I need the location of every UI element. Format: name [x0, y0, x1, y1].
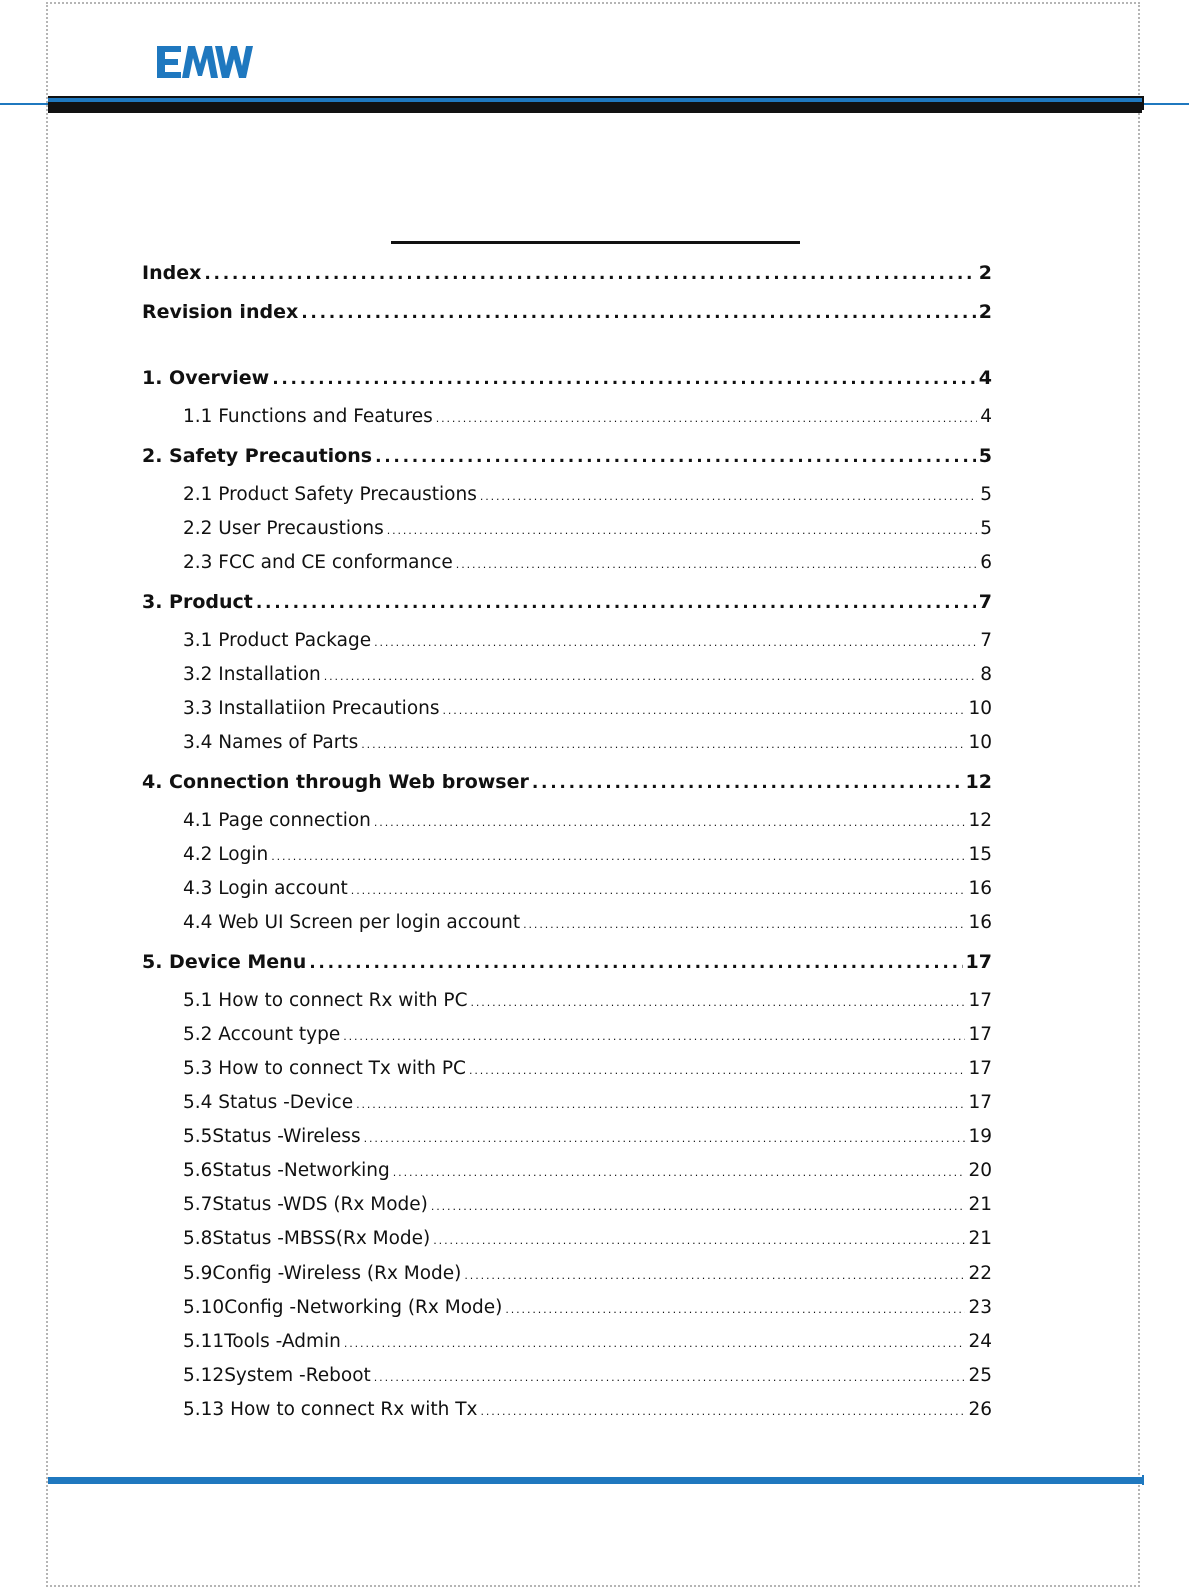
toc-entry-title: 5.4 Status -Device [183, 1092, 354, 1113]
toc-entry-page-number: 24 [968, 1331, 992, 1352]
toc-entry-title: 5.12System -Reboot [183, 1365, 371, 1386]
toc-entry[interactable] [142, 1160, 992, 1181]
toc-entry[interactable] [142, 810, 992, 831]
toc-entry-page-number: 5 [980, 518, 992, 539]
toc-entry[interactable] [142, 367, 992, 389]
toc-entry[interactable] [142, 844, 992, 865]
toc-entry-title: 5.13 How to connect Rx with Tx [183, 1399, 478, 1420]
toc-leader-dots [480, 490, 977, 503]
toc-entry-page-number: 21 [968, 1228, 992, 1249]
toc-entry-title: 3.1 Product Package [183, 630, 372, 651]
toc-entry[interactable] [142, 990, 992, 1011]
toc-leader-dots [343, 1030, 965, 1043]
toc-entry-title: 2. Safety Precautions [142, 445, 373, 467]
toc-leader-dots [480, 1405, 965, 1418]
toc-entry[interactable] [142, 630, 992, 651]
toc-entry-title: 1. Overview [142, 367, 270, 389]
toc-entry[interactable] [142, 301, 992, 323]
toc-entry-page-number: 19 [968, 1126, 992, 1147]
toc-entry-title: 4.4 Web UI Screen per login account [183, 912, 521, 933]
toc-entry[interactable] [142, 406, 992, 427]
toc-leader-dots [356, 1098, 965, 1111]
toc-leader-dots [309, 953, 962, 973]
toc-entry-page-number: 25 [968, 1365, 992, 1386]
toc-leader-dots [375, 447, 976, 467]
toc-entry-page-number: 12 [968, 810, 992, 831]
toc-entry-page-number: 17 [968, 990, 992, 1011]
toc-leader-dots [505, 1303, 965, 1316]
toc-entry[interactable] [142, 878, 992, 899]
toc-leader-dots [374, 816, 966, 829]
toc-entry[interactable] [142, 262, 992, 284]
toc-entry-title: 4.2 Login [183, 844, 269, 865]
toc-leader-dots [471, 996, 966, 1009]
toc-entry[interactable] [142, 1399, 992, 1420]
toc-entry-page-number: 4 [980, 406, 992, 427]
toc-leader-dots [361, 738, 965, 751]
header-band-accent [48, 98, 1142, 102]
toc-leader-dots [364, 1132, 966, 1145]
toc-entry-page-number: 2 [978, 262, 992, 284]
toc-entry-title: 5. Device Menu [142, 951, 307, 973]
toc-entry-page-number: 5 [980, 484, 992, 505]
toc-entry-title: 3.3 Installatiion Precautions [183, 698, 440, 719]
toc-entry-page-number: 8 [980, 664, 992, 685]
title-underline [391, 241, 800, 244]
toc-entry-page-number: 17 [968, 1058, 992, 1079]
toc-entry[interactable] [142, 1024, 992, 1045]
toc-entry[interactable] [142, 698, 992, 719]
toc-entry-page-number: 17 [968, 1024, 992, 1045]
toc-entry-title: 5.9Config -Wireless (Rx Mode) [183, 1263, 462, 1284]
toc-entry[interactable] [142, 591, 992, 613]
toc-entry-page-number: 20 [968, 1160, 992, 1181]
toc-entry-title: 5.10Config -Networking (Rx Mode) [183, 1297, 503, 1318]
toc-entry-title: 5.6Status -Networking [183, 1160, 390, 1181]
toc-entry-page-number: 26 [968, 1399, 992, 1420]
toc-entry-title: 5.1 How to connect Rx with PC [183, 990, 468, 1011]
toc-entry[interactable] [142, 732, 992, 753]
toc-leader-dots [436, 412, 977, 425]
toc-entry-page-number: 12 [965, 771, 992, 793]
toc-entry-page-number: 21 [968, 1194, 992, 1215]
toc-entry[interactable] [142, 1092, 992, 1113]
toc-entry-page-number: 15 [968, 844, 992, 865]
toc-leader-dots [523, 918, 965, 931]
toc-leader-dots [387, 524, 978, 537]
toc-entry[interactable] [142, 552, 992, 573]
toc-entry-title: 2.3 FCC and CE conformance [183, 552, 453, 573]
toc-entry-title: 2.1 Product Safety Precaustions [183, 484, 477, 505]
toc-entry-page-number: 16 [968, 878, 992, 899]
toc-leader-dots [433, 1234, 965, 1247]
toc-entry-title: 5.11Tools -Admin [183, 1331, 341, 1352]
toc-entry-page-number: 7 [980, 630, 992, 651]
toc-entry-title: 5.7Status -WDS (Rx Mode) [183, 1194, 428, 1215]
toc-entry[interactable] [142, 484, 992, 505]
toc-entry-title: 3.2 Installation [183, 664, 321, 685]
emw-logo [155, 44, 255, 80]
toc-entry[interactable] [142, 1297, 992, 1318]
toc-leader-dots [469, 1064, 965, 1077]
toc-entry[interactable] [142, 1331, 992, 1352]
toc-entry-page-number: 17 [968, 1092, 992, 1113]
toc-leader-dots [374, 1371, 966, 1384]
toc-entry[interactable] [142, 1194, 992, 1215]
toc-leader-dots [324, 670, 977, 683]
toc-entry-page-number: 10 [968, 732, 992, 753]
toc-entry[interactable] [142, 951, 992, 973]
toc-entry-title: 5.3 How to connect Tx with PC [183, 1058, 466, 1079]
toc-entry-title: 2.2 User Precaustions [183, 518, 384, 539]
toc-leader-dots [204, 264, 975, 284]
toc-entry[interactable] [142, 771, 992, 793]
toc-entry[interactable] [142, 1228, 992, 1249]
toc-leader-dots [351, 884, 966, 897]
toc-leader-dots [431, 1200, 966, 1213]
footer-band [48, 1477, 1142, 1484]
toc-entry[interactable] [142, 664, 992, 685]
toc-leader-dots [443, 704, 966, 717]
toc-entry-page-number: 17 [965, 951, 992, 973]
toc-entry-title: 5.5Status -Wireless [183, 1126, 361, 1147]
toc-leader-dots [301, 303, 976, 323]
toc-leader-dots [374, 636, 977, 649]
toc-entry-title: 4. Connection through Web browser [142, 771, 529, 793]
toc-entry-page-number: 6 [980, 552, 992, 573]
footer-band-end-tick [1142, 1475, 1144, 1485]
toc-leader-dots [272, 369, 976, 389]
toc-entry-title: 3. Product [142, 591, 253, 613]
toc-entry-title: 1.1 Functions and Features [183, 406, 433, 427]
toc-leader-dots [344, 1337, 966, 1350]
toc-entry[interactable] [142, 1058, 992, 1079]
toc-leader-dots [393, 1166, 966, 1179]
toc-entry[interactable] [142, 912, 992, 933]
toc-entry[interactable] [142, 518, 992, 539]
toc-leader-dots [271, 850, 965, 863]
toc-entry-title: 3.4 Names of Parts [183, 732, 359, 753]
toc-leader-dots [464, 1269, 965, 1282]
toc-entry-title: Revision index [142, 301, 299, 323]
toc-entry[interactable] [142, 1365, 992, 1386]
header-band-end-tick [1142, 96, 1144, 110]
toc-leader-dots [256, 593, 976, 613]
toc-entry-page-number: 10 [968, 698, 992, 719]
toc-leader-dots [532, 773, 963, 793]
toc-entry-title: 5.8Status -MBSS(Rx Mode) [183, 1228, 431, 1249]
toc-entry-page-number: 16 [968, 912, 992, 933]
toc-entry[interactable] [142, 1263, 992, 1284]
toc-leader-dots [456, 558, 977, 571]
toc-entry-page-number: 4 [978, 367, 992, 389]
toc-entry-page-number: 5 [978, 445, 992, 467]
toc-entry-title: 4.1 Page connection [183, 810, 371, 831]
toc-entry-page-number: 22 [968, 1263, 992, 1284]
toc-entry-page-number: 23 [968, 1297, 992, 1318]
toc-entry[interactable] [142, 445, 992, 467]
toc-entry-page-number: 7 [978, 591, 992, 613]
toc-entry-title: 4.3 Login account [183, 878, 348, 899]
toc-entry[interactable] [142, 1126, 992, 1147]
toc-entry-title: 5.2 Account type [183, 1024, 341, 1045]
toc-entry-page-number: 2 [978, 301, 992, 323]
toc-entry-title: Index [142, 262, 202, 284]
